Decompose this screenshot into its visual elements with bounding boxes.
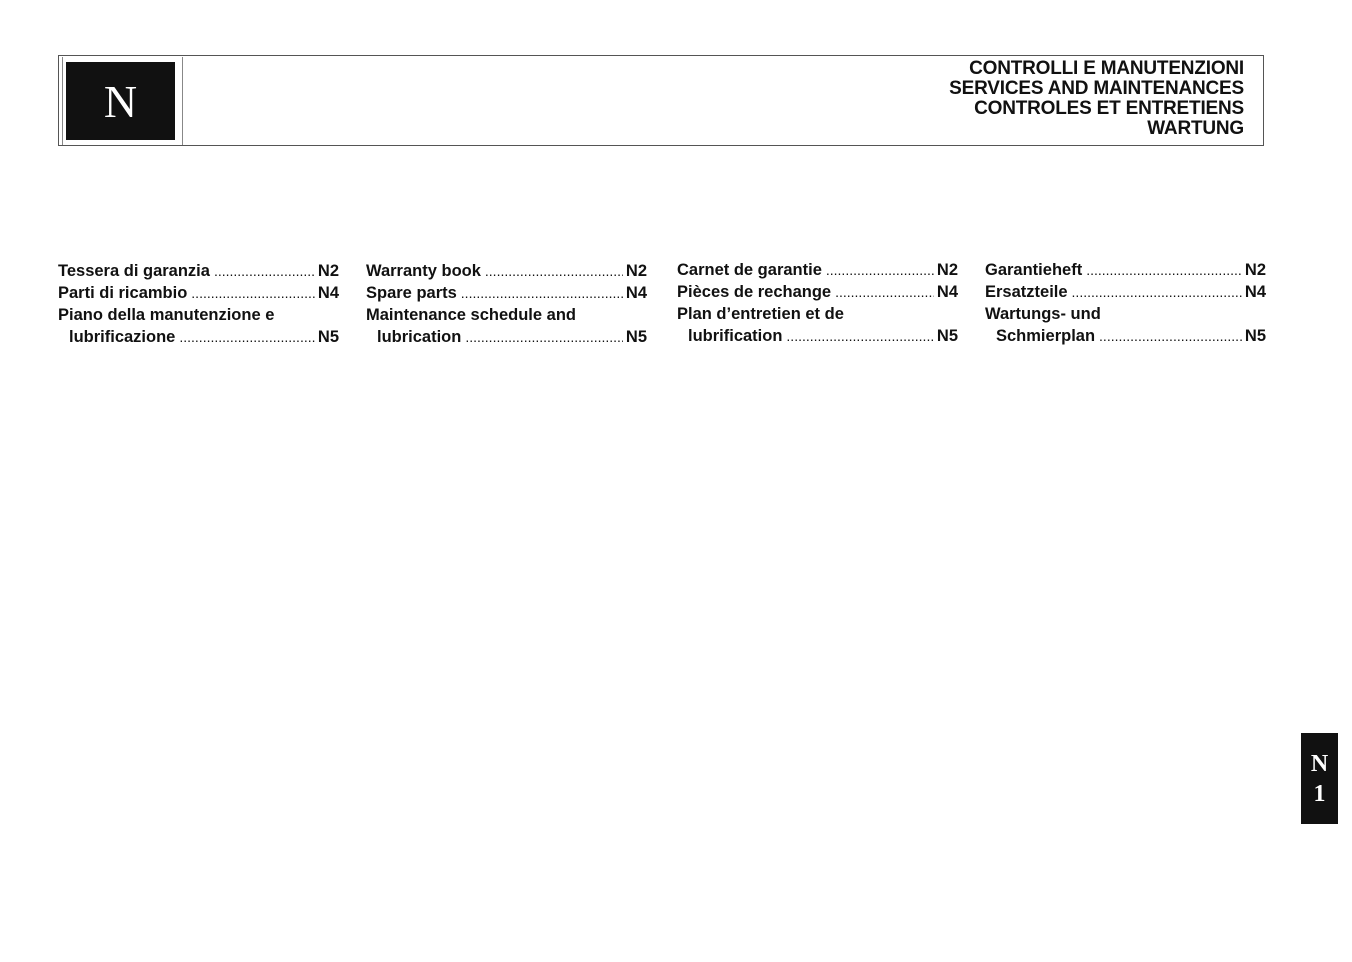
toc-entry-page: N2 bbox=[936, 261, 958, 279]
toc-entry-label: Carnet de garantie bbox=[677, 261, 822, 279]
section-letter: N bbox=[103, 75, 138, 127]
toc-leader-dots bbox=[179, 326, 315, 348]
toc-entry-label: Warranty book bbox=[366, 262, 481, 280]
toc-entry[interactable] bbox=[985, 303, 1266, 347]
toc-leader-dots bbox=[835, 281, 934, 303]
toc-entry-label: Maintenance schedule and bbox=[366, 306, 576, 324]
toc-entry-label: Piano della manutenzione e bbox=[58, 306, 275, 324]
toc-entry[interactable] bbox=[985, 281, 1266, 303]
toc-entry-label: Ersatzteile bbox=[985, 283, 1068, 301]
page-tab-section: N bbox=[1310, 750, 1329, 777]
toc-entry-label: Parti di ricambio bbox=[58, 284, 188, 302]
toc-entry[interactable] bbox=[985, 259, 1266, 281]
toc-column-german bbox=[985, 259, 1266, 347]
toc-entry-label-cont: lubrification bbox=[688, 327, 783, 345]
toc-entry-page: N4 bbox=[317, 284, 339, 302]
section-titles bbox=[949, 59, 1244, 139]
toc-leader-dots bbox=[1086, 259, 1242, 281]
toc-entry[interactable] bbox=[366, 260, 647, 282]
toc-leader-dots bbox=[465, 326, 623, 348]
toc-leader-dots bbox=[1099, 325, 1242, 347]
toc-leader-dots bbox=[485, 260, 623, 282]
toc-entry-page: N2 bbox=[625, 262, 647, 280]
toc-entry[interactable] bbox=[58, 260, 339, 282]
toc-entry-label: Spare parts bbox=[366, 284, 457, 302]
title-italian: CONTROLLI E MANUTENZIONI bbox=[969, 58, 1244, 79]
section-badge bbox=[66, 62, 175, 140]
toc-entry[interactable] bbox=[677, 259, 958, 281]
title-german: WARTUNG bbox=[1147, 118, 1244, 139]
toc-entry-page: N4 bbox=[625, 284, 647, 302]
toc-entry[interactable] bbox=[58, 304, 339, 348]
toc-entry-label-cont: lubrication bbox=[377, 328, 462, 346]
toc-column-french bbox=[677, 259, 958, 347]
toc-leader-dots bbox=[461, 282, 623, 304]
toc-entry[interactable] bbox=[366, 304, 647, 348]
header-divider-left bbox=[62, 57, 63, 145]
title-french: CONTROLES ET ENTRETIENS bbox=[974, 98, 1244, 119]
toc-leader-dots bbox=[191, 282, 315, 304]
toc-leader-dots bbox=[786, 325, 933, 347]
toc-entry[interactable] bbox=[677, 303, 958, 347]
header-divider-right bbox=[182, 57, 183, 145]
toc-entry-page: N2 bbox=[1244, 261, 1266, 279]
toc-entry-label: Wartungs- und bbox=[985, 305, 1101, 323]
toc-entry-page: N4 bbox=[936, 283, 958, 301]
toc-entry-page: N5 bbox=[625, 328, 647, 346]
toc-entry-label: Pièces de rechange bbox=[677, 283, 832, 301]
toc-entry-label-cont: lubrificazione bbox=[69, 328, 176, 346]
toc-entry[interactable] bbox=[58, 282, 339, 304]
toc-entry-page: N4 bbox=[1244, 283, 1266, 301]
toc-entry-page: N5 bbox=[1244, 327, 1266, 345]
toc-entry-label-cont: Schmierplan bbox=[996, 327, 1096, 345]
toc-leader-dots bbox=[214, 260, 315, 282]
toc-leader-dots bbox=[1072, 281, 1242, 303]
toc-entry-page: N5 bbox=[317, 328, 339, 346]
toc-entry-page: N5 bbox=[936, 327, 958, 345]
toc-entry-label: Tessera di garanzia bbox=[58, 262, 210, 280]
toc-column-english bbox=[366, 260, 647, 348]
page-tab-number: 1 bbox=[1313, 780, 1326, 807]
title-english: SERVICES AND MAINTENANCES bbox=[949, 78, 1244, 99]
toc-entry[interactable] bbox=[366, 282, 647, 304]
page-number-tab bbox=[1301, 733, 1338, 824]
toc-entry-page: N2 bbox=[317, 262, 339, 280]
toc-leader-dots bbox=[826, 259, 934, 281]
toc-column-italian bbox=[58, 260, 339, 348]
toc-entry-label: Garantieheft bbox=[985, 261, 1083, 279]
toc-entry[interactable] bbox=[677, 281, 958, 303]
toc-entry-label: Plan d’entretien et de bbox=[677, 305, 844, 323]
